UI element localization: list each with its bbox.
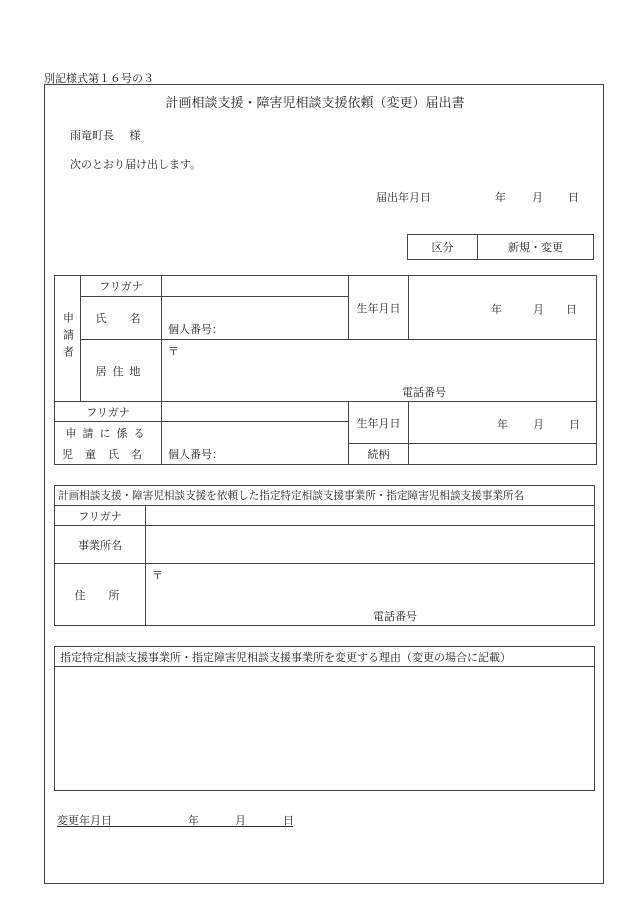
- child-dob-year: 年: [497, 417, 508, 431]
- child-dob-day: 日: [569, 417, 580, 431]
- reason-table: [54, 646, 595, 791]
- office-address-field[interactable]: [146, 564, 595, 626]
- addressee-honorific: 様: [129, 129, 141, 142]
- applicant-furigana-field[interactable]: [162, 276, 349, 297]
- applicant-phone-label: 電話番号: [402, 386, 446, 399]
- office-name-label: 事業所名: [55, 526, 146, 564]
- child-dob-field[interactable]: [409, 402, 597, 444]
- applicant-furigana-label: フリガナ: [81, 276, 162, 297]
- child-furigana-label: フリガナ: [55, 402, 162, 422]
- submission-date-label: 届出年月日: [376, 191, 431, 204]
- addressee-name: 雨竜町長: [70, 129, 114, 142]
- change-date-label: 変更年月日: [57, 814, 112, 827]
- applicant-table: [54, 275, 597, 465]
- child-name-field[interactable]: [162, 422, 349, 444]
- office-furigana-label: フリガナ: [55, 506, 146, 526]
- reason-heading: 指定特定相談支援事業所・指定障害児相談支援事業所を変更する理由（変更の場合に記載）: [55, 647, 595, 667]
- applicant-name-field[interactable]: [162, 297, 349, 340]
- office-postal-mark: 〒: [152, 569, 163, 582]
- applicant-dob-month: 月: [533, 302, 544, 316]
- child-furigana-field[interactable]: [162, 402, 349, 422]
- reason-field[interactable]: [55, 667, 595, 791]
- submission-day: 日: [568, 191, 579, 204]
- applicant-dob-year: 年: [491, 302, 502, 316]
- category-box: [407, 234, 594, 260]
- change-date-month: 月: [235, 814, 246, 827]
- child-relation-field[interactable]: [409, 444, 597, 465]
- category-value[interactable]: 新規・変更: [478, 235, 594, 260]
- category-label: 区分: [408, 235, 478, 260]
- child-relation-label: 続柄: [349, 444, 409, 465]
- applicant-dob-field[interactable]: [409, 276, 597, 340]
- applicant-address-field[interactable]: [162, 340, 597, 402]
- office-table: [54, 485, 595, 626]
- child-personal-number-label: 個人番号：: [162, 444, 349, 465]
- applicant-personal-number-label: 個人番号：: [168, 323, 223, 336]
- applicant-address-label: 居住地: [81, 340, 162, 402]
- applicant-dob-label: 生年月日: [349, 276, 409, 340]
- office-furigana-field[interactable]: [146, 506, 595, 526]
- change-date-line[interactable]: [57, 812, 293, 827]
- applicant-section-label: 申請者: [55, 276, 81, 402]
- applicant-postal-mark: 〒: [168, 345, 179, 358]
- child-name-label-2: 児童氏名: [55, 444, 162, 465]
- office-phone-label: 電話番号: [373, 610, 417, 623]
- office-name-field[interactable]: [146, 526, 595, 564]
- addressee: [70, 127, 141, 143]
- change-date-year: 年: [188, 814, 199, 827]
- child-dob-month: 月: [533, 417, 544, 431]
- form-reference: 別記様式第１６号の３: [44, 72, 154, 85]
- office-heading: 計画相談支援・障害児相談支援を依頼した指定特定相談支援事業所・指定障害児相談支援事業所名: [55, 486, 595, 506]
- submission-month: 月: [532, 191, 543, 204]
- change-date-day: 日: [283, 814, 294, 827]
- intro-text: 次のとおり届け出します。: [70, 158, 202, 171]
- submission-year: 年: [495, 191, 506, 204]
- child-dob-label: 生年月日: [349, 402, 409, 444]
- form-title: 計画相談支援・障害児相談支援依頼（変更）届出書: [165, 96, 465, 111]
- office-address-label: 住 所: [55, 564, 146, 626]
- applicant-dob-day: 日: [566, 302, 577, 316]
- child-name-label-1: 申請に係る: [55, 422, 162, 444]
- applicant-name-label: 氏 名: [81, 297, 162, 340]
